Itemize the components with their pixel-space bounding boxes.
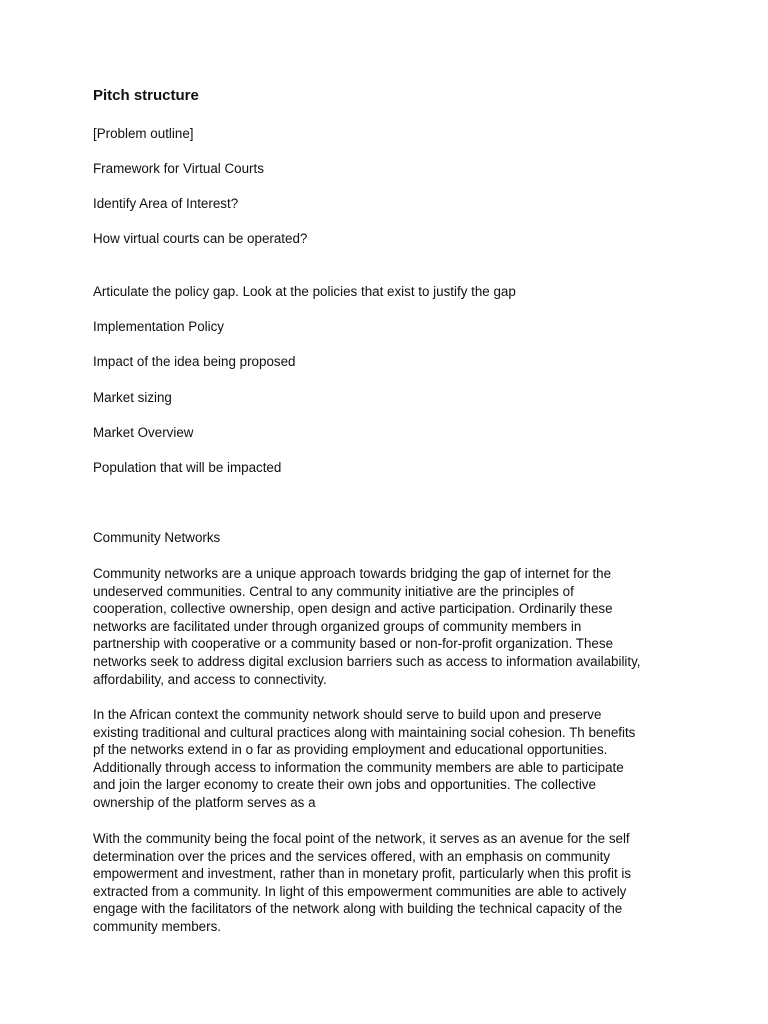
paragraph xyxy=(93,830,683,936)
paragraph-line: cooperation, collective ownership, open design and active participation. Ordinarily these xyxy=(93,601,613,617)
paragraph-line: empowerment and investment, rather than in monetary profit, particularly when this profit is xyxy=(93,866,632,882)
page-title: Pitch structure xyxy=(93,87,199,104)
outline-item-market-sizing: Market sizing xyxy=(93,390,172,405)
outline-item-policy-gap: Articulate the policy gap. Look at the policies that exist to justify the gap xyxy=(93,284,516,299)
outline-item-problem-outline: [Problem outline] xyxy=(93,126,194,141)
paragraph-line: Additionally through access to information the community members are able to participate xyxy=(93,759,624,775)
paragraph-line: networks seek to address digital exclusion barriers such as access to information availability, xyxy=(93,653,641,669)
paragraph-line: networks are facilitated under through organized groups of community members in xyxy=(93,618,582,634)
outline-item-implementation-policy: Implementation Policy xyxy=(93,319,224,334)
paragraph-line: and join the larger economy to create their own jobs and opportunities. The collective xyxy=(93,777,596,793)
paragraph-line: In the African context the community network should serve to build upon and preserve xyxy=(93,707,602,722)
paragraph-line: undeserved communities. Central to any community initiative are the principles of xyxy=(93,583,574,599)
paragraph-line: partnership with cooperative or a community based or non-for-profit organization. These xyxy=(93,636,614,652)
paragraph-line: affordability, and access to connectivity. xyxy=(93,671,327,687)
paragraph-line: With the community being the focal point of the network, it serves as an avenue for the self xyxy=(93,831,630,846)
paragraph xyxy=(93,565,683,688)
paragraph-line: Community networks are a unique approach towards bridging the gap of internet for the xyxy=(93,566,612,581)
outline-item-population: Population that will be impacted xyxy=(93,460,282,475)
outline-item-framework: Framework for Virtual Courts xyxy=(93,161,264,176)
outline-item-operation: How virtual courts can be operated? xyxy=(93,231,308,246)
section-heading: Community Networks xyxy=(93,530,221,545)
outline-item-market-overview: Market Overview xyxy=(93,425,194,440)
paragraph-line: determination over the prices and the services offered, with an emphasis on community xyxy=(93,848,611,864)
paragraph-line: existing traditional and cultural practices along with maintaining social cohesion. Th benefits xyxy=(93,724,636,740)
paragraph xyxy=(93,706,683,812)
outline-item-area-of-interest: Identify Area of Interest? xyxy=(93,196,239,211)
paragraph-line: ownership of the platform serves as a xyxy=(93,794,316,810)
paragraph-line: pf the networks extend in o far as providing employment and educational opportunities. xyxy=(93,742,608,758)
paragraph-line: engage with the facilitators of the network along with building the technical capacity of the xyxy=(93,901,623,917)
paragraph-line: community members. xyxy=(93,918,221,934)
outline-item-impact: Impact of the idea being proposed xyxy=(93,354,296,369)
paragraph-line: extracted from a community. In light of this empowerment communities are able to actively xyxy=(93,883,627,899)
